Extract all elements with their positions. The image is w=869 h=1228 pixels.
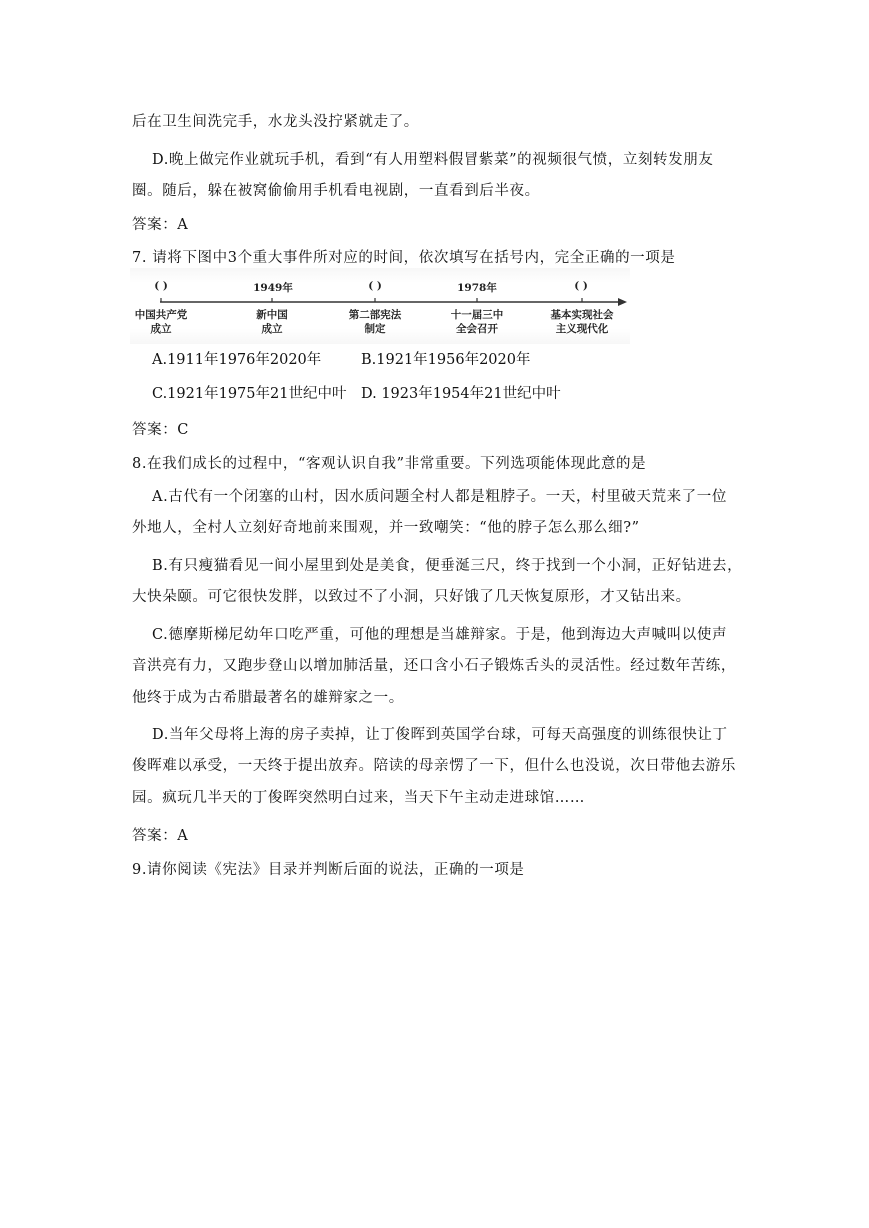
timeline-event-4-line1: 十一届三中	[450, 309, 504, 321]
timeline-event-4-line2: 全会召开	[456, 323, 498, 335]
timeline-blank-2: ( )	[368, 280, 382, 292]
timeline-event-3	[336, 308, 414, 336]
q8-option-d-line1: D.当年父母将上海的房子卖掉，让丁俊晖到英国学台球，可每天高强度的训练很快让丁	[152, 727, 728, 743]
timeline-blank-1: ( )	[154, 280, 168, 292]
q8-option-a-line1: A.古代有一个闭塞的山村，因水质问题全村人都是粗脖子。一天，村里破天荒来了一位	[152, 489, 727, 505]
timeline-event-5	[543, 308, 621, 336]
timeline-event-3-line1: 第二部宪法	[348, 309, 402, 321]
timeline-event-4	[438, 308, 516, 336]
q7-answer: 答案：C	[132, 422, 189, 438]
q8-option-b-line2: 大快朵颐。可它很快发胖，以致过不了小洞，只好饿了几天恢复原形，才又钻出来。	[132, 589, 691, 605]
timeline-blank-3: ( )	[574, 280, 588, 292]
q7-question: 7. 请将下图中3个重大事件所对应的时间，依次填写在括号内，完全正确的一项是	[132, 250, 676, 266]
timeline-year-1949: 1949年	[253, 282, 293, 294]
q6-option-d-line1: D.晚上做完作业就玩手机，看到“有人用塑料假冒紫菜”的视频很气愤，立刻转发朋友	[152, 152, 714, 168]
timeline-event-1-line1: 中国共产党	[134, 309, 188, 321]
q8-option-c-line1: C.德摩斯梯尼幼年口吃严重，可他的理想是当雄辩家。于是，他到海边大声喊叫以使声	[152, 627, 728, 643]
timeline-event-2-line2: 成立	[261, 323, 283, 335]
timeline-year-1978: 1978年	[457, 282, 497, 294]
q6-continuation-text: 后在卫生间洗完手，水龙头没拧紧就走了。	[132, 114, 419, 130]
q7-option-a: A.1911年1976年2020年	[152, 352, 322, 368]
timeline-event-2	[233, 308, 311, 336]
q6-option-d-line2: 圈。随后，躲在被窝偷偷用手机看电视剧，一直看到后半夜。	[132, 183, 540, 199]
timeline-event-2-line1: 新中国	[256, 309, 288, 321]
q8-option-d-line3: 园。疯玩几半天的丁俊晖突然明白过来，当天下午主动走进球馆……	[132, 790, 585, 806]
q8-option-d-line2: 俊晖难以承受，一天终于提出放弃。陪读的母亲愣了一下，但什么也没说，次日带他去游乐	[132, 758, 736, 774]
timeline-event-3-line2: 制定	[364, 323, 386, 335]
timeline-event-5-line1: 基本实现社会	[550, 309, 614, 321]
q7-timeline-figure	[130, 268, 630, 344]
q7-option-b: B.1921年1956年2020年	[361, 352, 531, 368]
timeline-event-1-line2: 成立	[150, 323, 172, 335]
q6-answer: 答案：A	[132, 217, 189, 233]
timeline-event-5-line2: 主义现代化	[555, 323, 609, 335]
q8-option-c-line3: 他终于成为古希腊最著名的雄辩家之一。	[132, 690, 404, 706]
q7-option-d: D. 1923年1954年21世纪中叶	[361, 386, 561, 402]
q8-option-c-line2: 音洪亮有力，又跑步登山以增加肺活量，还口含小石子锻炼舌头的灵活性。经过数年苦练，	[132, 658, 736, 674]
q8-question: 8.在我们成长的过程中，“客观认识自我”非常重要。下列选项能体现此意的是	[132, 456, 647, 472]
q7-option-c: C.1921年1975年21世纪中叶	[152, 386, 347, 402]
q8-answer: 答案：A	[132, 828, 189, 844]
q8-option-b-line1: B.有只瘦猫看见一间小屋里到处是美食，便垂涎三尺，终于找到一个小洞，正好钻进去，	[152, 558, 743, 574]
timeline-event-1	[122, 308, 200, 336]
q9-question: 9.请你阅读《宪法》目录并判断后面的说法，正确的一项是	[132, 862, 525, 878]
q8-option-a-line2: 外地人，全村人立刻好奇地前来围观，并一致嘲笑：“他的脖子怎么那么细?”	[132, 520, 640, 536]
